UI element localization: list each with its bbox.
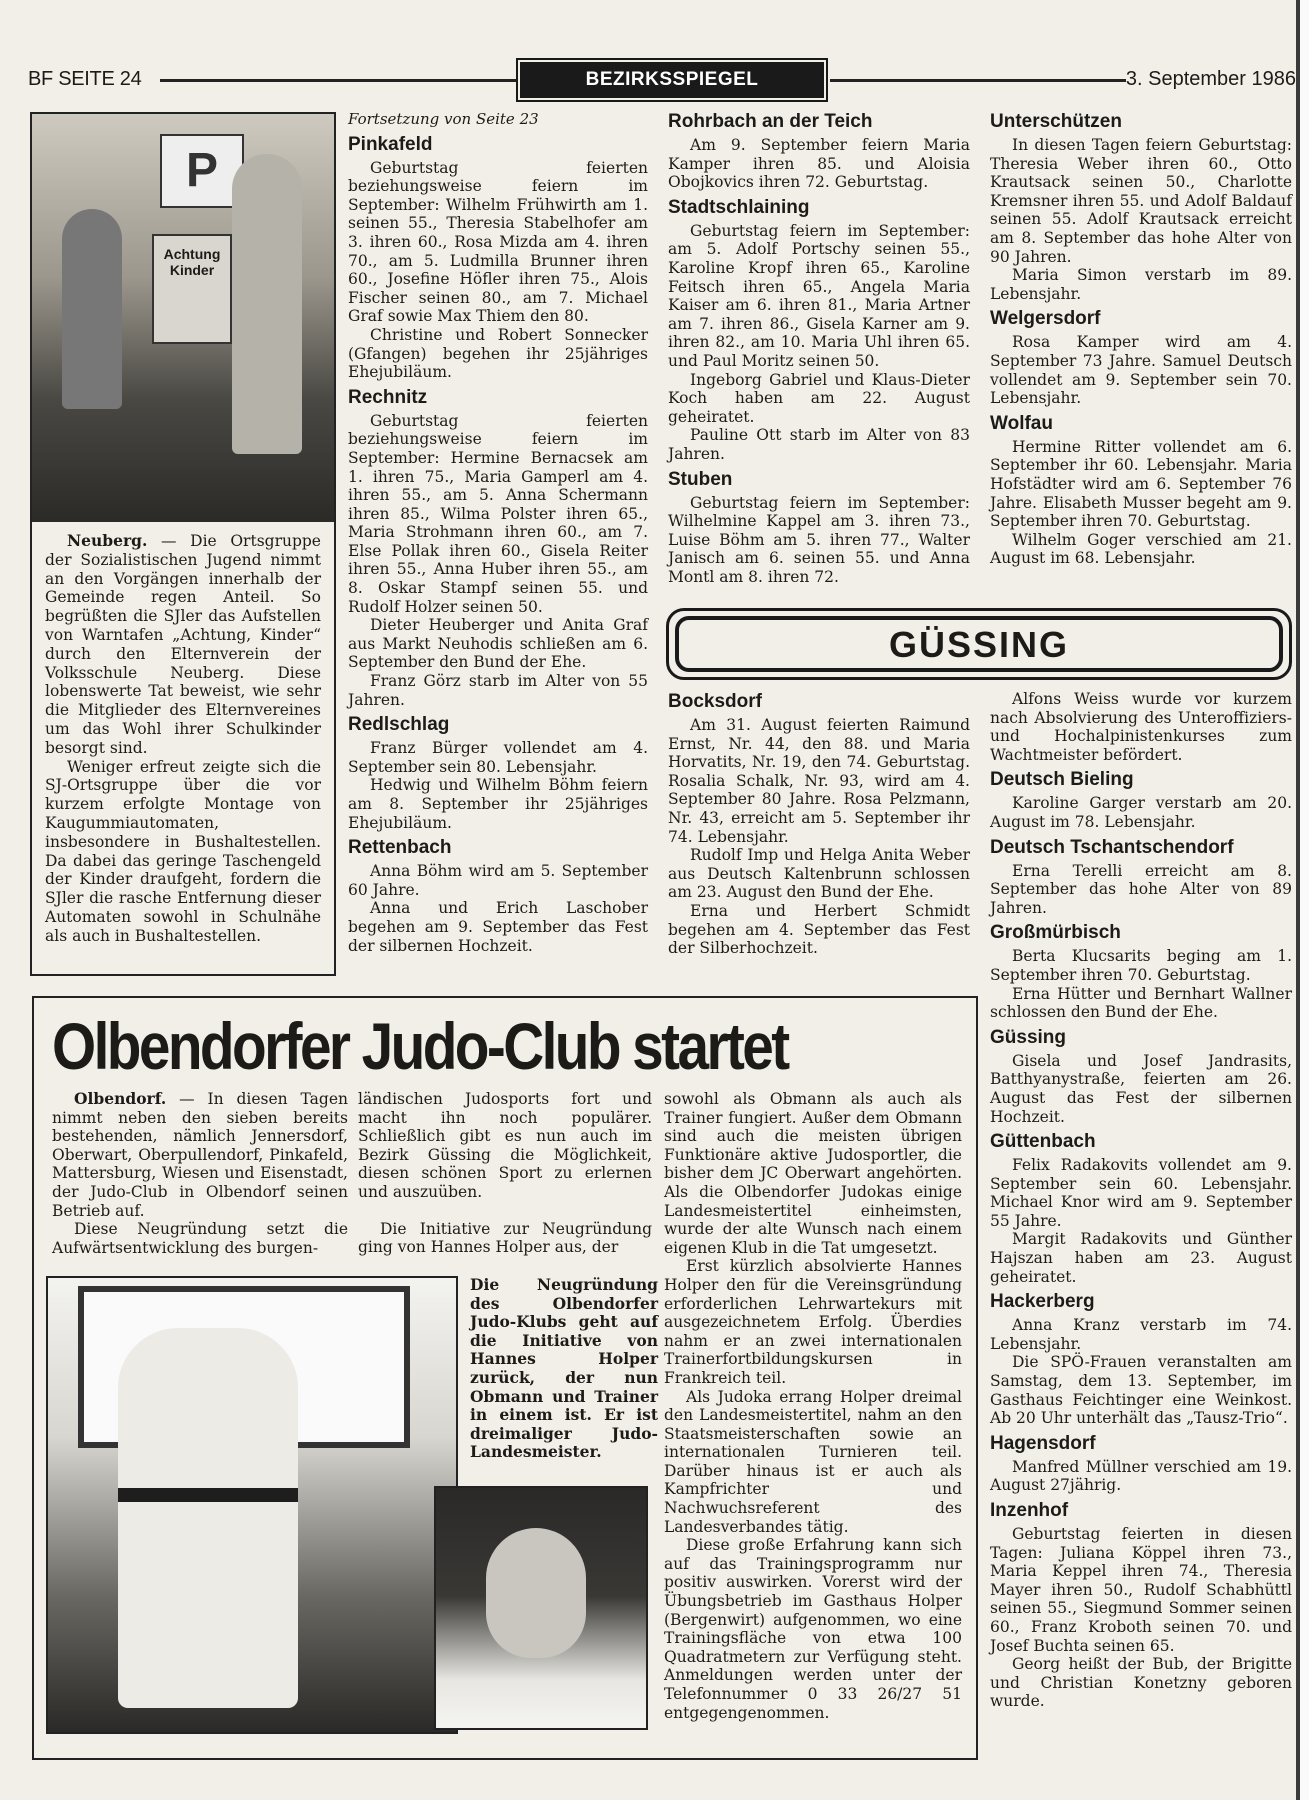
judo-action-photo: [46, 1276, 458, 1734]
paragraph: Am 9. September feiern Maria Kamper ihren 85. und Aloisia Obojkovics ihren 72. Geburtstag.: [668, 136, 970, 192]
photo-person-right: [232, 154, 302, 454]
paragraph: Geburtstag feierten in diesen Tagen: Juliana Köppel ihren 73., Maria Keppel ihren 74., Theresia Mayer ihren 50., Rudolf Schabhüttl seinen 55., Siegmund Sommer seinen 60., Franz Kroboth seinen 70. und Josef Buchta seinen 65.: [990, 1525, 1292, 1655]
paragraph: Erna Hütter und Bernhart Wallner schlossen den Bund der Ehe.: [990, 984, 1292, 1022]
paragraph: Franz Bürger vollendet am 4. September sein 80. Lebensjahr.: [348, 739, 648, 776]
photo-judoka: [118, 1328, 298, 1708]
heading-guettenbach: Güttenbach: [990, 1131, 1096, 1153]
paragraph: Geburtstag feierten beziehungsweise feiern im September: Hermine Bernacsek am 1. ihren 75., Maria Gamperl am 4. ihren 55., am 5. Anna Schermann ihren 85., Wilma Polster ihren 65., Maria Strohmann ihren 60., am 7. Else Pollak ihren 60., Gisela Reiter ihren 55., Anna Huber ihren 55., am 8. Oskar Stampf seinen 55. und Rudolf Holzer seinen 50.: [348, 411, 648, 616]
paragraph: Anna und Erich Laschober begehen am 9. September das Fest der silbernen Hochzeit.: [348, 899, 648, 955]
neuberg-article: [32, 532, 334, 946]
paragraph: Hedwig und Wilhelm Böhm feiern am 8. September ihr 25jähriges Ehejubiläum.: [348, 776, 648, 832]
issue-date: 3. September 1986: [1125, 68, 1296, 90]
judo-col-3: [664, 1090, 962, 1722]
paragraph: Anna Kranz verstarb im 74. Lebensjahr.: [990, 1316, 1292, 1353]
paragraph: Gisela und Josef Jandrasits, Batthyanystraße, feierten am 26. August das Fest der silbernen Hochzeit.: [990, 1051, 1292, 1126]
heading-stadtschlaining: Stadtschlaining: [668, 196, 810, 218]
heading-redlschlag: Redlschlag: [348, 714, 450, 736]
paragraph: Diese Neugründung setzt die Aufwärtsentwicklung des burgen-: [52, 1220, 348, 1257]
heading-guessing: Güssing: [990, 1026, 1067, 1048]
column-2: [348, 110, 648, 955]
warning-sign: Achtung Kinder: [152, 234, 232, 344]
column-3-top: [668, 106, 970, 586]
paragraph: Erna Terelli erreicht am 8. September das hohe Alter von 89 Jahren.: [990, 861, 1292, 917]
heading-bocksdorf: Bocksdorf: [668, 691, 762, 712]
paragraph: Maria Simon verstarb im 89. Lebensjahr.: [990, 266, 1292, 303]
paragraph: Margit Radakovits und Günther Hajszan haben am 23. August geheiratet.: [990, 1230, 1292, 1286]
heading-unterschuetzen: Unterschützen: [990, 111, 1122, 132]
paragraph: Georg heißt der Bub, der Brigitte und Christian Konetzny geboren wurde.: [990, 1655, 1292, 1711]
judo-lead: Olbendorf.: [74, 1089, 167, 1108]
heading-rohrbach: Rohrbach an der Teich: [668, 111, 873, 132]
heading-deutsch-tschantschendorf: Deutsch Tschantschendorf: [990, 836, 1234, 858]
guessing-section-banner: [666, 608, 1292, 680]
header-rule-right: [830, 79, 1126, 82]
paragraph: Geburtstag feiern im September: Wilhelmine Kappel am 3. ihren 73., Luise Böhm am 5. ihren 77., Walter Janisch am 6. seinen 55. und Anna Montl am 8. ihren 72.: [668, 493, 970, 586]
heading-hagensdorf: Hagensdorf: [990, 1432, 1096, 1454]
neuberg-photo: [32, 114, 334, 522]
judo-col-1: [52, 1090, 348, 1257]
paragraph: Christine und Robert Sonnecker (Gfangen) begehen ihr 25jähriges Ehejubiläum.: [348, 325, 648, 382]
heading-stuben: Stuben: [668, 468, 733, 490]
paragraph: Geburtstag feiern im September: am 5. Adolf Portschy seinen 55., Karoline Kropf ihren 65., Karoline Feitsch ihren 65., Angela Maria Kaiser am 6. ihren 81., Maria Artner am 7. ihren 86., Gisela Karner am 9. ihren 82., am 10. Maria Uhl ihren 65. und Paul Moritz seinen 50.: [668, 221, 970, 370]
paragraph: Anna Böhm wird am 5. September 60 Jahre.: [348, 862, 648, 899]
paragraph: Diese große Erfahrung kann sich auf das Trainingsprogramm nur positiv auswirken. Vorerst wird der Übungsbetrieb im Gasthaus Holper (Bergenwirt) aufgenommen, wo eine Trainingsfläche von etwa 100 Quadratmetern zur Verfügung steht. Anmeldungen werden unter der Telefonnummer 0 33 26/27 51 entgegengenommen.: [664, 1536, 962, 1722]
paragraph: Karoline Garger verstarb am 20. August im 78. Lebensjahr.: [990, 794, 1292, 831]
paragraph: Rosa Kamper wird am 4. September 73 Jahre. Samuel Deutsch vollendet am 9. September sein 70. Lebensjahr.: [990, 333, 1292, 408]
paragraph: Pauline Ott starb im Alter von 83 Jahren.: [668, 426, 970, 463]
judo-headline: Olbendorfer Judo-Club startet: [52, 1009, 788, 1083]
neuberg-lead: Neuberg.: [67, 531, 148, 550]
page-header: [28, 66, 1296, 96]
continued-note: Fortsetzung von Seite 23: [348, 110, 539, 128]
holper-portrait-photo: [434, 1486, 648, 1730]
column-3-bottom: [668, 686, 970, 958]
paragraph: In diesen Tagen feiern Geburtstag: Theresia Weber ihren 60., Otto Krautsack seinen 50., Charlotte Kremsner ihren 55. und Adolf Baldauf seinen 55. Adolf Krautsack erreicht am 8. September das hohe Alter von 90 Jahren.: [990, 136, 1292, 266]
heading-pinkafeld: Pinkafeld: [348, 133, 433, 155]
judo-p1: — In diesen Tagen nimmt neben den sieben bereits bestehenden, nämlich Jennersdorf, Oberwart, Oberpullendorf, Pinkafeld, Mattersburg, Wiesen und Eisenstadt, der Judo-Club in Olbendorf seinen Betrieb auf.: [52, 1090, 348, 1220]
parking-sign-icon: P: [160, 134, 244, 208]
paragraph: Ingeborg Gabriel und Klaus-Dieter Koch haben am 22. August geheiratet.: [668, 370, 970, 426]
paragraph: ländischen Judosports fort und macht ihn noch populärer. Schließlich gibt es nun auch im Bezirk Güssing die Möglichkeit, diesen schönen Sport zu erlernen und auszuüben.: [358, 1090, 652, 1201]
paragraph: Alfons Weiss wurde vor kurzem nach Absolvierung des Unteroffiziers- und Hochalpinistenkurses zum Wachtmeister befördert.: [990, 690, 1292, 764]
page-number: BF SEITE 24: [28, 68, 142, 90]
heading-inzenhof: Inzenhof: [990, 1500, 1069, 1521]
neuberg-p1: — Die Ortsgruppe der Sozialistischen Jugend nimmt an den Vorgängen innerhalb der Gemeinde regen Anteil. So begrüßten die SJler das Aufstellen von Warntafen „Achtung, Kinder“ durch den Elternverein der Volksschule Neuberg. Diese lobenswerte Tat beweist, wie sehr die Mitglieder des Elternvereines um das Wohl ihrer Schulkinder besorgt sind.: [45, 532, 321, 757]
heading-deutsch-bieling: Deutsch Bieling: [990, 769, 1134, 791]
header-rule-left: [160, 79, 516, 82]
paragraph: Die SPÖ-Frauen veranstalten am Samstag, dem 13. September, im Gasthaus Feichtinger eine Weinkost. Ab 20 Uhr unterhält das „Tausz-Trio“.: [990, 1353, 1292, 1428]
heading-rechnitz: Rechnitz: [348, 386, 428, 408]
guessing-banner-title: GÜSSING: [675, 616, 1283, 672]
page-binding-edge: [1296, 0, 1309, 1800]
paragraph: Manfred Müllner verschied am 19. August 27jährig.: [990, 1457, 1292, 1495]
paragraph: Als Judoka errang Holper dreimal den Landesmeistertitel, nahm an den Staatsmeisterschaften sowie an internationalen Turnieren teil. Darüber hinaus ist er auch als Kampfrichter und Nachwuchsreferent des Landesverbandes tätig.: [664, 1387, 962, 1536]
judo-article: [32, 996, 978, 1760]
paragraph: Erna und Herbert Schmidt begehen am 4. September das Fest der Silberhochzeit.: [668, 901, 970, 958]
paragraph: Hermine Ritter vollendet am 6. September ihr 60. Lebensjahr. Maria Hofstädter wird am 6. September 76 Jahre. Elisabeth Musser begeht am 9. September ihren 70. Geburtstag.: [990, 437, 1292, 531]
column-4-top: [990, 106, 1292, 568]
heading-grossmuerbisch: Großmürbisch: [990, 922, 1121, 944]
paragraph: Wilhelm Goger verschied am 21. August im 68. Lebensjahr.: [990, 530, 1292, 568]
heading-rettenbach: Rettenbach: [348, 837, 452, 859]
judo-col-2: [358, 1090, 652, 1257]
heading-wolfau: Wolfau: [990, 412, 1053, 434]
paragraph: Die Initiative zur Neugründung ging von Hannes Holper aus, der: [358, 1219, 652, 1257]
photo-person-left: [62, 209, 122, 409]
judo-photo-caption: Die Neugründung des Olbendorfer Judo-Klubs geht auf die Initiative von Hannes Holper zurück, der nun Obmann und Trainer in einem ist. Er ist dreimaliger Judo-Landesmeister.: [470, 1275, 658, 1462]
paragraph: Berta Klucsarits beging am 1. September ihren 70. Geburtstag.: [990, 947, 1292, 984]
heading-welgersdorf: Welgersdorf: [990, 308, 1101, 330]
paragraph: sowohl als Obmann als auch als Trainer fungiert. Außer dem Obmann sind auch die meisten übrigen Funktionäre aktive Judosportler, die bisher dem JC Oberwart angehörten. Als die Olbendorfer Judokas einige Landesmeistertitel einheimsten, wurde der alte Wunsch nach einem eigenen Klub in die Tat umgesetzt.: [664, 1090, 962, 1257]
paragraph: Rudolf Imp und Helga Anita Weber aus Deutsch Kaltenbrunn schlossen am 23. August den Bund der Ehe.: [668, 846, 970, 902]
neuberg-p2: Weniger erfreut zeigte sich die SJ-Ortsgruppe über die vor kurzem erfolgte Montage von Kaugummiautomaten, insbesondere in Bushaltestellen. Da dabei das geringe Taschengeld der Kinder draufgeht, fordern die SJler die rasche Entfernung dieser Automaten sowohl in Schulnähe als auch in Bushaltestellen.: [45, 757, 321, 945]
column-4-bottom: [990, 690, 1292, 1711]
paragraph: Dieter Heuberger und Anita Graf aus Markt Neuhodis schließen am 6. September den Bund der Ehe.: [348, 616, 648, 672]
section-badge: BEZIRKSSPIEGEL: [520, 62, 824, 98]
paragraph: Franz Görz starb im Alter von 55 Jahren.: [348, 672, 648, 709]
paragraph: Erst kürzlich absolvierte Hannes Holper den für die Vereinsgründung erforderlichen Lehrwartekurs mit ausgezeichnetem Erfolg. Überdies nahm er an zwei internationalen Trainerfortbildungskursen in Frankreich teil.: [664, 1257, 962, 1387]
heading-hackerberg: Hackerberg: [990, 1291, 1095, 1313]
neuberg-photo-box: [30, 112, 336, 976]
portrait-face: [486, 1528, 586, 1658]
paragraph: Geburtstag feierten beziehungsweise feiern im September: Wilhelm Frühwirth am 1. seinen 55., Theresia Stabelhofer am 3. ihren 60., Rosa Mizda am 4. ihren 70., am 5. Ludmilla Brunner ihren 60., Josefine Höfler ihren 75., Alois Fischer seinen 80., am 7. Michael Graf sowie Max Thiem den 80.: [348, 158, 648, 326]
paragraph: Am 31. August feierten Raimund Ernst, Nr. 44, den 88. und Maria Horvatits, Nr. 19, den 74. Geburtstag. Rosalia Schalk, Nr. 93, wird am 4. September 80 Jahre. Rosa Pelzmann, Nr. 43, erreicht am 5. September ihr 74. Lebensjahr.: [668, 716, 970, 846]
photo-belt: [118, 1488, 298, 1502]
paragraph: Felix Radakovits vollendet am 9. September sein 60. Lebensjahr. Michael Knor wird am 9. September 55 Jahre.: [990, 1156, 1292, 1230]
